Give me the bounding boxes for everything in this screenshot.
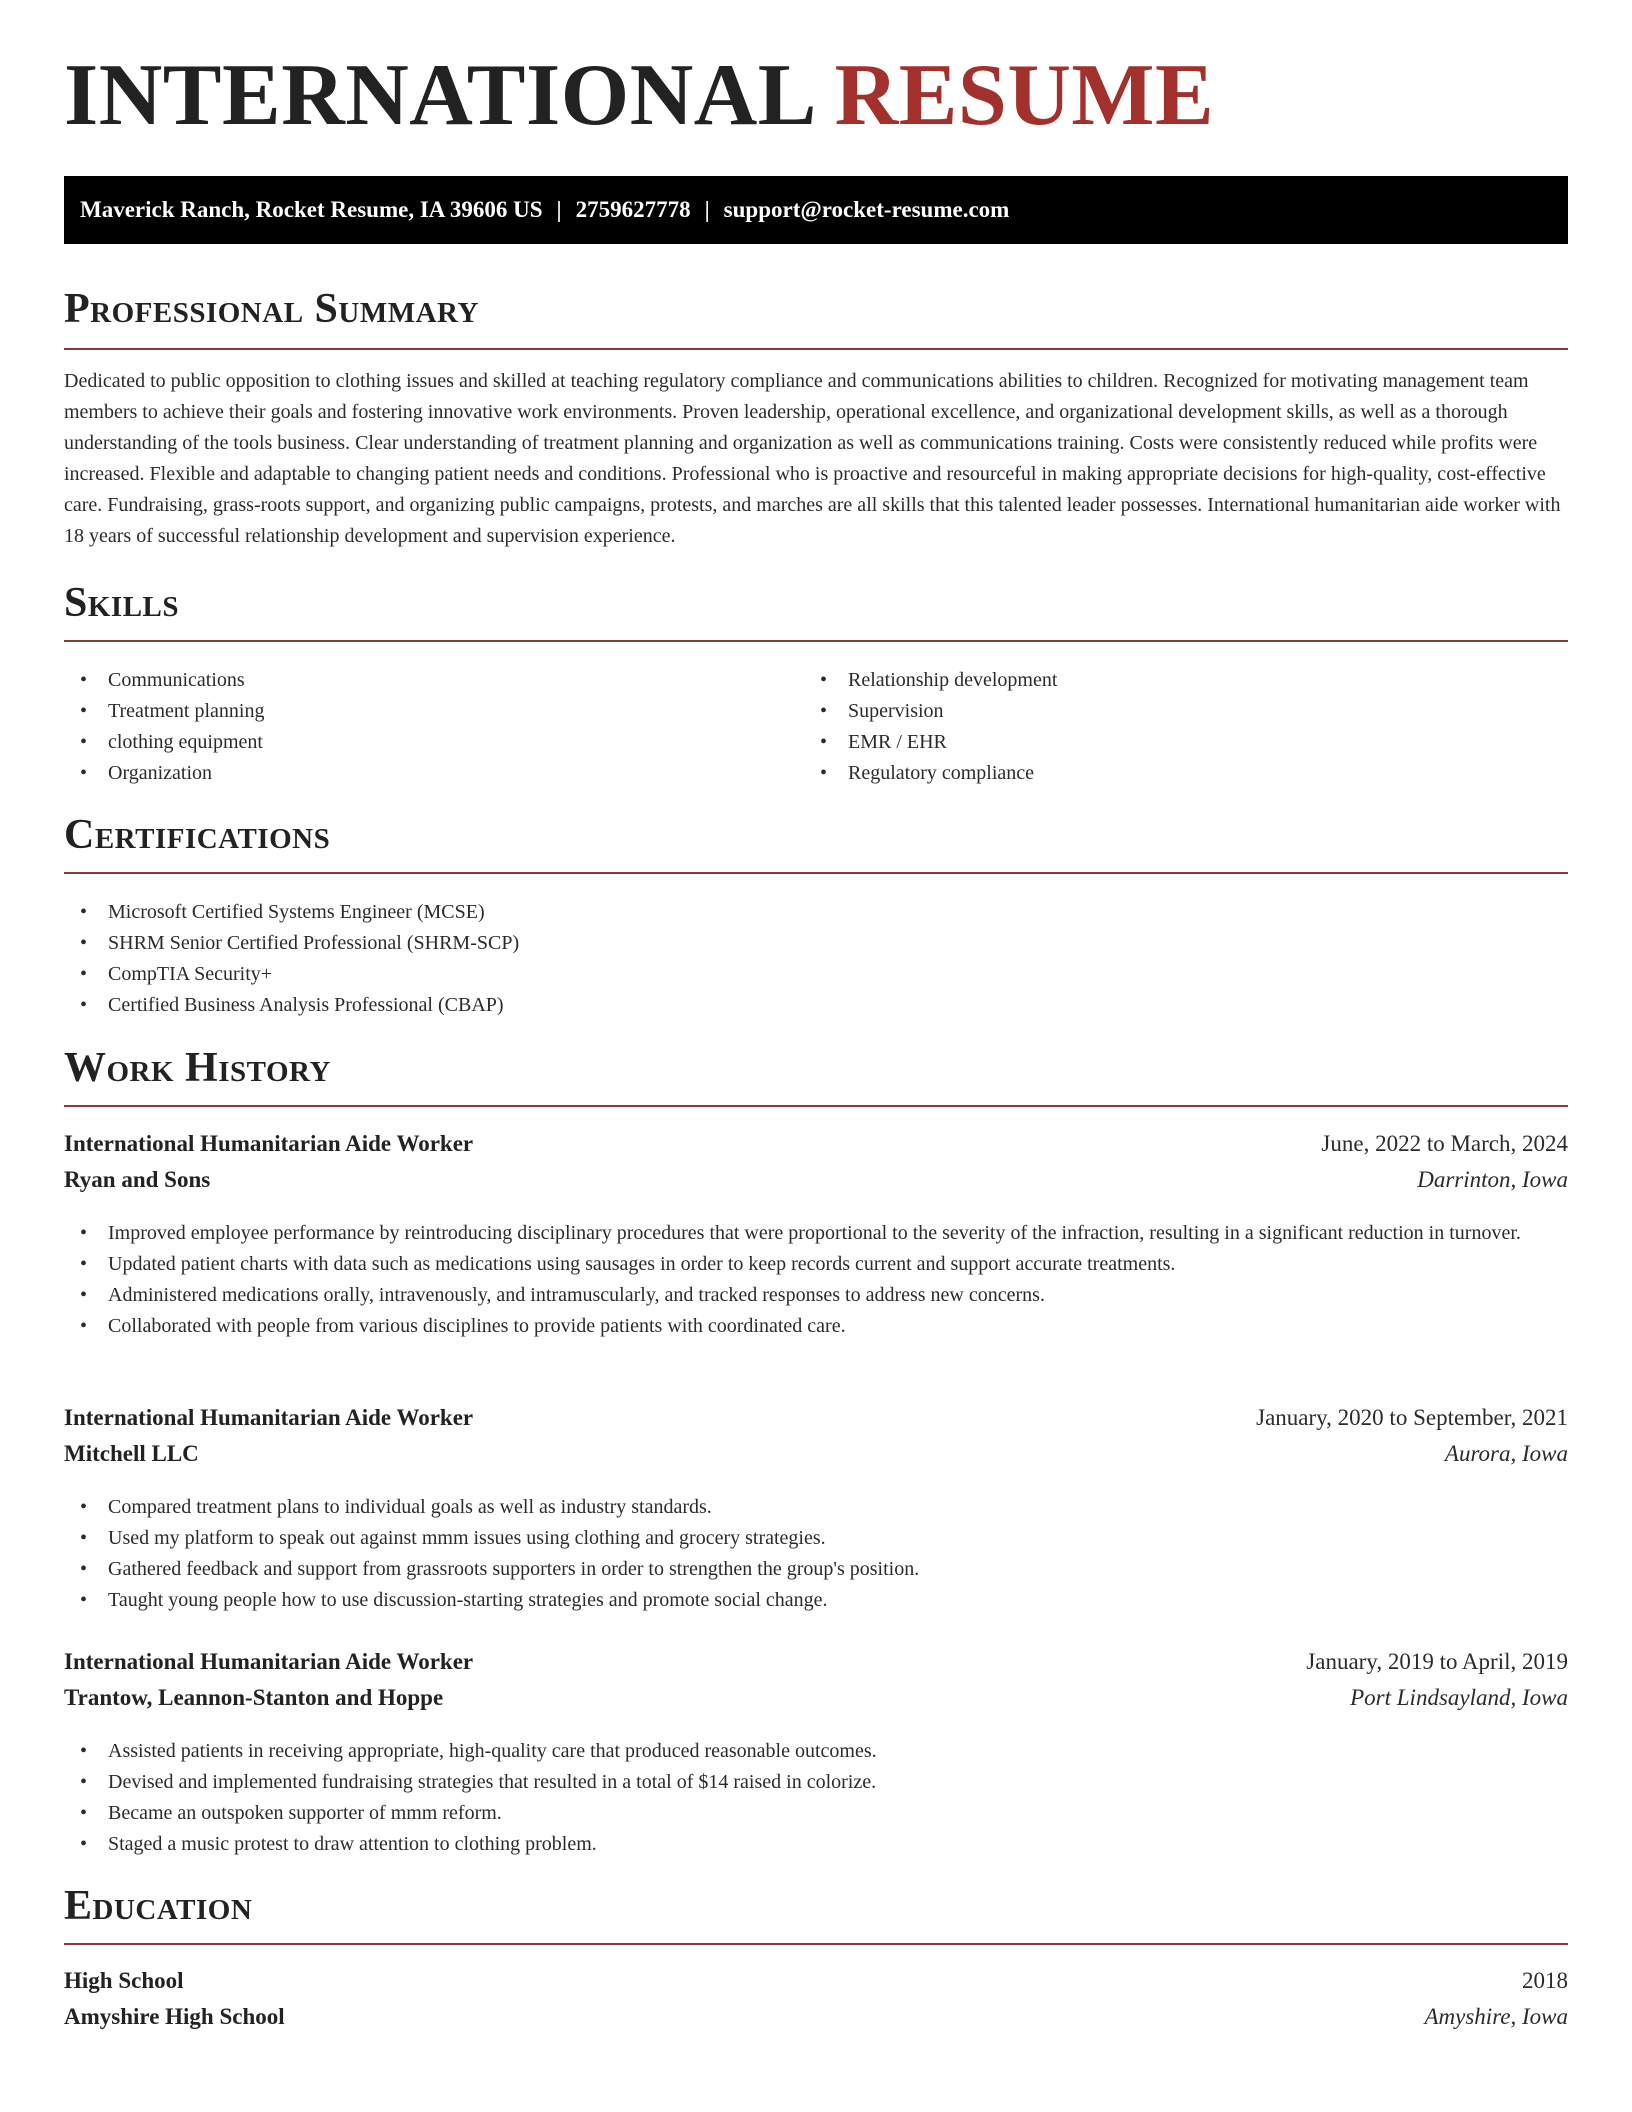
job-bullets bbox=[64, 1492, 1568, 1616]
education-degree-row bbox=[64, 1968, 1568, 2004]
job-dates: January, 2020 to September, 2021 bbox=[1256, 1405, 1568, 1430]
education-school: Amyshire High School bbox=[64, 2004, 285, 2029]
certification-item: • Microsoft Certified Systems Engineer (MCSE) bbox=[64, 897, 1568, 928]
job-bullets bbox=[64, 1218, 1568, 1342]
job-title: International Humanitarian Aide Worker bbox=[64, 1405, 474, 1430]
education-heading: Education bbox=[64, 1883, 253, 1929]
job-bullet: • Taught young people how to use discussion-starting strategies and promote social change. bbox=[64, 1585, 1568, 1616]
skills-section-header bbox=[64, 582, 1568, 642]
education-location: Amyshire, Iowa bbox=[1424, 2004, 1568, 2029]
education-section-header bbox=[64, 1885, 1568, 1945]
skill-item: • Treatment planning bbox=[64, 696, 804, 727]
contact-email[interactable]: support@rocket-resume.com bbox=[723, 197, 1010, 222]
job-bullet: • Devised and implemented fundraising strategies that resulted in a total of $14 raised in colorize. bbox=[64, 1767, 1568, 1798]
skill-item: • EMR / EHR bbox=[804, 727, 1568, 758]
job-company-row bbox=[64, 1685, 1568, 1721]
job-company: Mitchell LLC bbox=[64, 1441, 199, 1466]
job-location: Aurora, Iowa bbox=[1444, 1441, 1568, 1466]
work-heading: Work History bbox=[64, 1045, 331, 1091]
job-dates: January, 2019 to April, 2019 bbox=[1306, 1649, 1568, 1674]
contact-phone: 2759627778 bbox=[575, 197, 691, 222]
summary-text: Dedicated to public opposition to clothing issues and skilled at teaching regulatory compliance and communications abilities to children. Recognized for motivating management team members to achieve their goals and fostering innovative work environments. Proven leadership, operational excellence, and organizational development skills, as well as a thorough understanding of the tools business. Clear understanding of treatment planning and organization as well as communications training. Costs were consistently reduced while profits were increased. Flexible and adaptable to changing patient needs and conditions. Professional who is proactive and resourceful in making appropriate decisions for high-quality, cost-effective care. Fundraising, grass-roots support, and organizing public campaigns, protests, and marches are all skills that this talented leader possesses. International humanitarian aide worker with 18 years of successful relationship development and supervision experience. bbox=[64, 370, 1561, 547]
skills-heading: Skills bbox=[64, 580, 180, 626]
job-bullet: • Became an outspoken supporter of mmm reform. bbox=[64, 1798, 1568, 1829]
job-bullet: • Administered medications orally, intravenously, and intramuscularly, and tracked responses to address new concerns. bbox=[64, 1280, 1568, 1311]
job-bullet: • Compared treatment plans to individual goals as well as industry standards. bbox=[64, 1492, 1568, 1523]
education-degree: High School bbox=[64, 1968, 184, 1993]
certifications-section-header bbox=[64, 814, 1568, 874]
job-title-row bbox=[64, 1649, 1568, 1685]
certification-item: • CompTIA Security+ bbox=[64, 959, 1568, 990]
contact-separator: | bbox=[556, 197, 562, 222]
job-bullet: • Used my platform to speak out against mmm issues using clothing and grocery strategies. bbox=[64, 1523, 1568, 1554]
contact-address: Maverick Ranch, Rocket Resume, IA 39606 US bbox=[80, 197, 543, 222]
job-company: Trantow, Leannon-Stanton and Hoppe bbox=[64, 1685, 444, 1710]
resume-name bbox=[64, 47, 1215, 144]
name-last: RESUME bbox=[834, 47, 1215, 144]
job-title-row bbox=[64, 1131, 1568, 1167]
skill-item: • Communications bbox=[64, 665, 804, 696]
job-title: International Humanitarian Aide Worker bbox=[64, 1131, 474, 1156]
education-school-row bbox=[64, 2004, 1568, 2040]
education-year: 2018 bbox=[1522, 1968, 1568, 1993]
job-bullet: • Updated patient charts with data such as medications using sausages in order to keep records current and support accurate treatments. bbox=[64, 1249, 1568, 1280]
job-bullet: • Staged a music protest to draw attention to clothing problem. bbox=[64, 1829, 1568, 1860]
contact-bar bbox=[64, 176, 1568, 244]
job-bullet: • Gathered feedback and support from grassroots supporters in order to strengthen the group's position. bbox=[64, 1554, 1568, 1585]
summary-section-header bbox=[64, 288, 1568, 350]
job-title-row bbox=[64, 1405, 1568, 1441]
certifications-heading: Certifications bbox=[64, 812, 331, 858]
skill-item: • clothing equipment bbox=[64, 727, 804, 758]
certification-item: • Certified Business Analysis Professional (CBAP) bbox=[64, 990, 1568, 1021]
summary-heading: Professional Summary bbox=[64, 286, 479, 332]
job-location: Darrinton, Iowa bbox=[1417, 1167, 1568, 1192]
skills-list-right bbox=[804, 665, 1568, 789]
job-bullet: • Improved employee performance by reintroducing disciplinary procedures that were proportional to the severity of the infraction, resulting in a significant reduction in turnover. bbox=[64, 1218, 1568, 1249]
skill-item: • Relationship development bbox=[804, 665, 1568, 696]
job-company-row bbox=[64, 1441, 1568, 1477]
contact-separator: | bbox=[704, 197, 710, 222]
job-dates: June, 2022 to March, 2024 bbox=[1321, 1131, 1568, 1156]
skill-item: • Supervision bbox=[804, 696, 1568, 727]
skill-item: • Organization bbox=[64, 758, 804, 789]
job-bullet: • Collaborated with people from various disciplines to provide patients with coordinated care. bbox=[64, 1311, 1568, 1342]
name-first: INTERNATIONAL bbox=[64, 47, 813, 144]
job-company-row bbox=[64, 1167, 1568, 1203]
certifications-list bbox=[64, 897, 1568, 1021]
certification-item: • SHRM Senior Certified Professional (SHRM-SCP) bbox=[64, 928, 1568, 959]
job-location: Port Lindsayland, Iowa bbox=[1350, 1685, 1568, 1710]
job-company: Ryan and Sons bbox=[64, 1167, 211, 1192]
job-bullets bbox=[64, 1736, 1568, 1860]
skills-list-left bbox=[64, 665, 804, 789]
job-title: International Humanitarian Aide Worker bbox=[64, 1649, 474, 1674]
work-section-header bbox=[64, 1047, 1568, 1107]
job-bullet: • Assisted patients in receiving appropriate, high-quality care that produced reasonable outcomes. bbox=[64, 1736, 1568, 1767]
skill-item: • Regulatory compliance bbox=[804, 758, 1568, 789]
